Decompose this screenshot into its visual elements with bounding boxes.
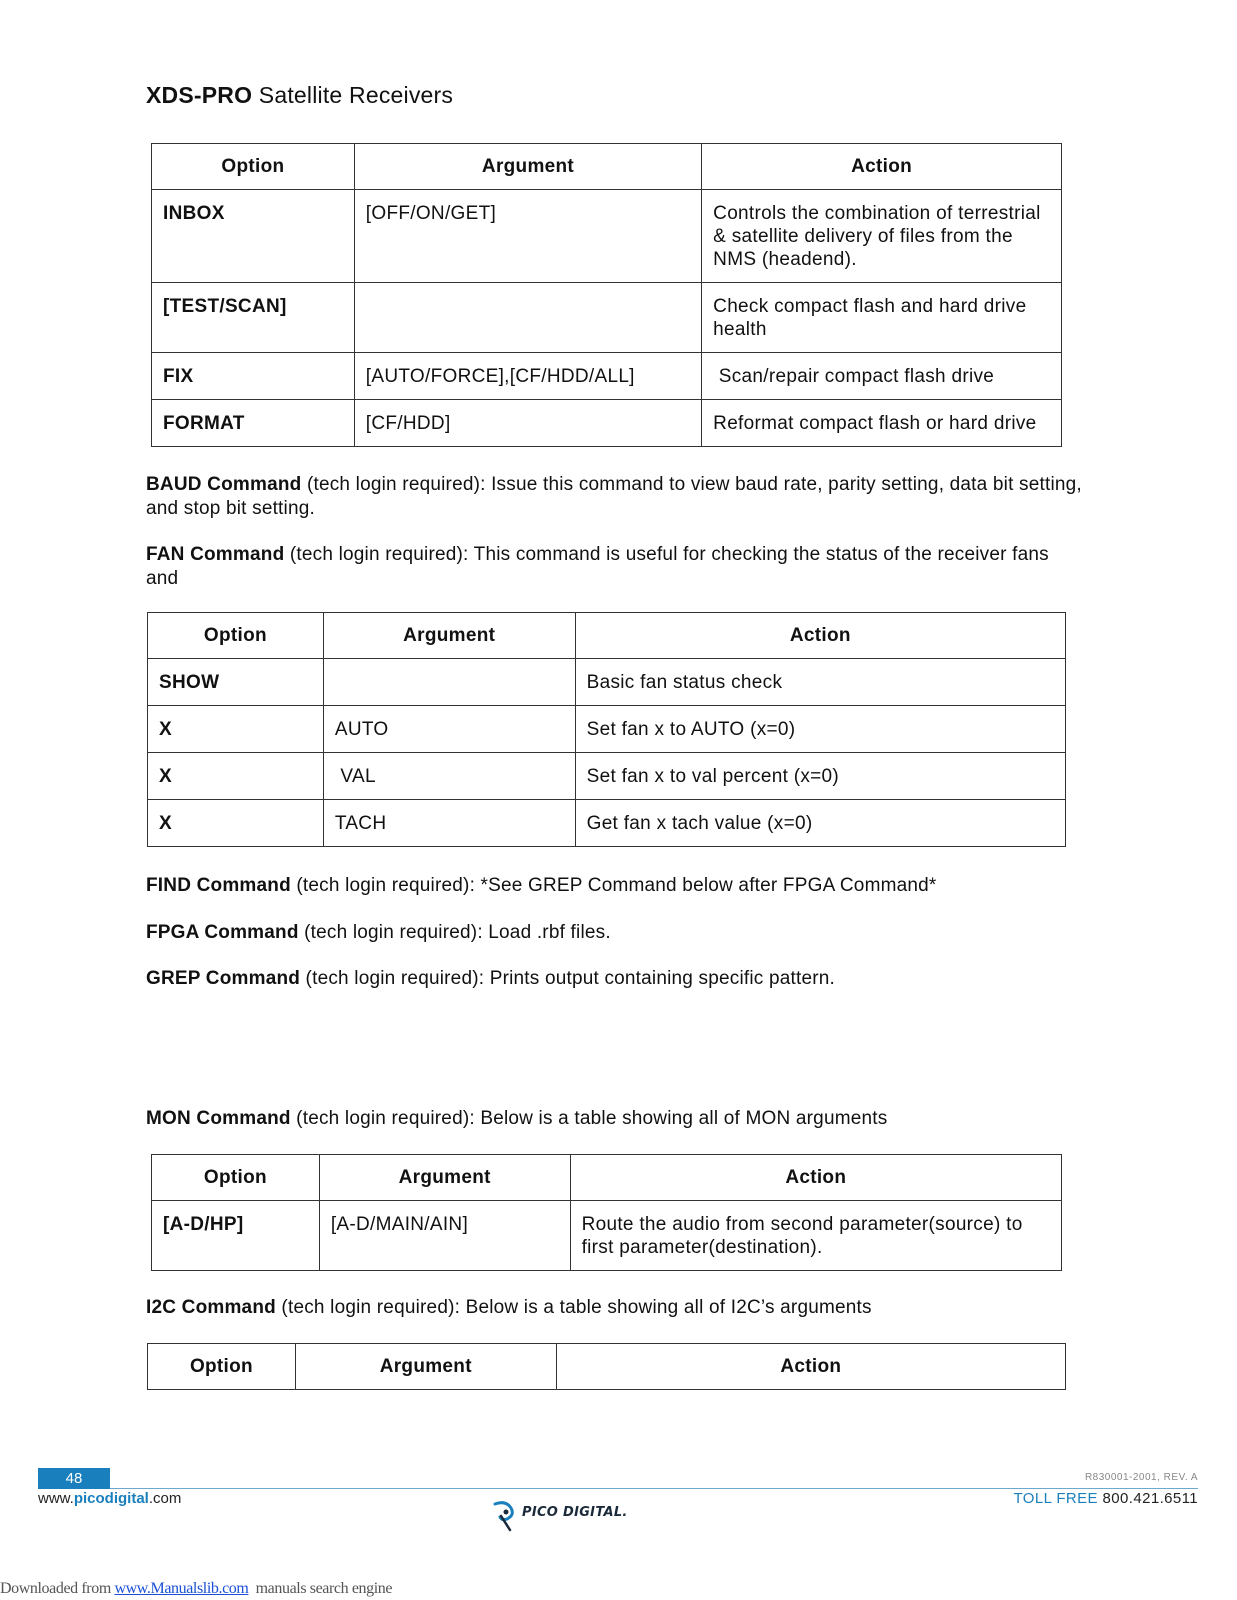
find-command-paragraph <box>146 874 1086 898</box>
product-subtitle: Satellite Receivers <box>258 82 454 108</box>
table-header-row <box>152 144 1062 190</box>
command-name: FAN Command <box>146 544 285 565</box>
option-cell: FORMAT <box>152 400 355 447</box>
argument-cell: [AUTO/FORCE],[CF/HDD/ALL] <box>354 353 701 400</box>
table-row <box>152 353 1062 400</box>
command-description: (tech login required): Load .rbf files. <box>298 922 611 943</box>
download-prefix: Downloaded from <box>0 1580 115 1597</box>
website-brand: picodigital <box>73 1490 149 1507</box>
option-cell: X <box>148 753 324 800</box>
argument-cell: [OFF/ON/GET] <box>354 190 701 283</box>
command-name: FPGA Command <box>146 922 299 943</box>
command-name: GREP Command <box>146 968 301 989</box>
option-header: Option <box>148 613 324 659</box>
toll-free-number <box>1014 1490 1199 1507</box>
action-cell: Scan/repair compact flash drive <box>702 353 1062 400</box>
option-cell: [TEST/SCAN] <box>152 283 355 353</box>
action-cell: Reformat compact flash or hard drive <box>702 400 1062 447</box>
grep-command-paragraph <box>146 967 1086 991</box>
table-header-row <box>148 1344 1066 1390</box>
action-cell: Controls the combination of terrestrial & satellite delivery of files from the NMS (headend). <box>702 190 1062 283</box>
fan-options-table <box>147 612 1066 847</box>
table-row <box>152 283 1062 353</box>
website-link[interactable] <box>38 1490 181 1507</box>
option-cell: FIX <box>152 353 355 400</box>
pico-swirl-icon <box>492 1500 520 1534</box>
mon-command-paragraph <box>146 1107 1086 1131</box>
action-header: Action <box>702 144 1062 190</box>
table-header-row <box>152 1155 1062 1201</box>
command-name: BAUD Command <box>146 474 302 495</box>
argument-header: Argument <box>295 1344 556 1390</box>
footer-divider <box>110 1488 1198 1489</box>
pico-digital-logo <box>492 1500 642 1534</box>
document-id: R830001-2001, REV. A <box>1084 1472 1198 1483</box>
action-header: Action <box>570 1155 1061 1201</box>
command-description: (tech login required): *See GREP Command below after FPGA Command* <box>290 875 937 896</box>
command-description: (tech login required): Issue this command to view baud rate, parity setting, data bit setting, and stop bit setting. <box>146 474 1082 519</box>
toll-free-label: TOLL FREE <box>1013 1490 1098 1507</box>
argument-cell: [CF/HDD] <box>354 400 701 447</box>
argument-cell: VAL <box>323 753 575 800</box>
argument-header: Argument <box>319 1155 570 1201</box>
fan-command-paragraph <box>146 543 1086 591</box>
action-cell: Check compact flash and hard drive health <box>702 283 1062 353</box>
baud-command-paragraph <box>146 473 1086 521</box>
option-cell: X <box>148 706 324 753</box>
option-header: Option <box>152 1155 320 1201</box>
download-notice <box>0 1580 392 1598</box>
table-header-row <box>148 613 1066 659</box>
i2c-command-paragraph <box>146 1296 1086 1320</box>
page-title <box>146 82 453 109</box>
page-number: 48 <box>38 1468 110 1489</box>
action-header: Action <box>575 613 1065 659</box>
manualslib-link[interactable]: www.Manualslib.com <box>114 1580 249 1597</box>
phone-number: 800.421.6511 <box>1102 1490 1198 1507</box>
argument-cell: [A-D/MAIN/AIN] <box>319 1201 570 1271</box>
table-row <box>152 400 1062 447</box>
table-row <box>148 706 1066 753</box>
table-row <box>148 753 1066 800</box>
i2c-options-table <box>147 1343 1066 1390</box>
argument-cell: TACH <box>323 800 575 847</box>
mon-options-table <box>151 1154 1062 1271</box>
action-cell: Route the audio from second parameter(source) to first parameter(destination). <box>570 1201 1061 1271</box>
website-prefix: www. <box>38 1490 74 1507</box>
table-row <box>152 1201 1062 1271</box>
command-description: (tech login required): Prints output containing specific pattern. <box>300 968 836 989</box>
option-cell: X <box>148 800 324 847</box>
command-description: (tech login required): Below is a table showing all of MON arguments <box>290 1108 888 1129</box>
action-cell: Set fan x to AUTO (x=0) <box>575 706 1065 753</box>
command-name: I2C Command <box>146 1297 276 1318</box>
argument-cell <box>354 283 701 353</box>
command-name: FIND Command <box>146 875 291 896</box>
option-header: Option <box>152 144 355 190</box>
table-row <box>152 190 1062 283</box>
command-description: (tech login required): This command is useful for checking the status of the receiver fans and <box>146 544 1049 589</box>
argument-header: Argument <box>323 613 575 659</box>
product-name: XDS-PRO <box>146 82 253 108</box>
option-cell: INBOX <box>152 190 355 283</box>
action-cell: Basic fan status check <box>575 659 1065 706</box>
action-cell: Set fan x to val percent (x=0) <box>575 753 1065 800</box>
option-cell: [A-D/HP] <box>152 1201 320 1271</box>
option-cell: SHOW <box>148 659 324 706</box>
fpga-command-paragraph <box>146 921 1086 945</box>
test-options-table <box>151 143 1062 447</box>
option-header: Option <box>148 1344 296 1390</box>
download-suffix: manuals search engine <box>248 1580 393 1597</box>
website-suffix: .com <box>148 1490 182 1507</box>
argument-cell <box>323 659 575 706</box>
table-row <box>148 800 1066 847</box>
action-cell: Get fan x tach value (x=0) <box>575 800 1065 847</box>
action-header: Action <box>556 1344 1065 1390</box>
table-row <box>148 659 1066 706</box>
argument-cell: AUTO <box>323 706 575 753</box>
logo-text: PICO DIGITAL. <box>522 1505 628 1520</box>
argument-header: Argument <box>354 144 701 190</box>
command-name: MON Command <box>146 1108 291 1129</box>
command-description: (tech login required): Below is a table showing all of I2C’s arguments <box>275 1297 872 1318</box>
